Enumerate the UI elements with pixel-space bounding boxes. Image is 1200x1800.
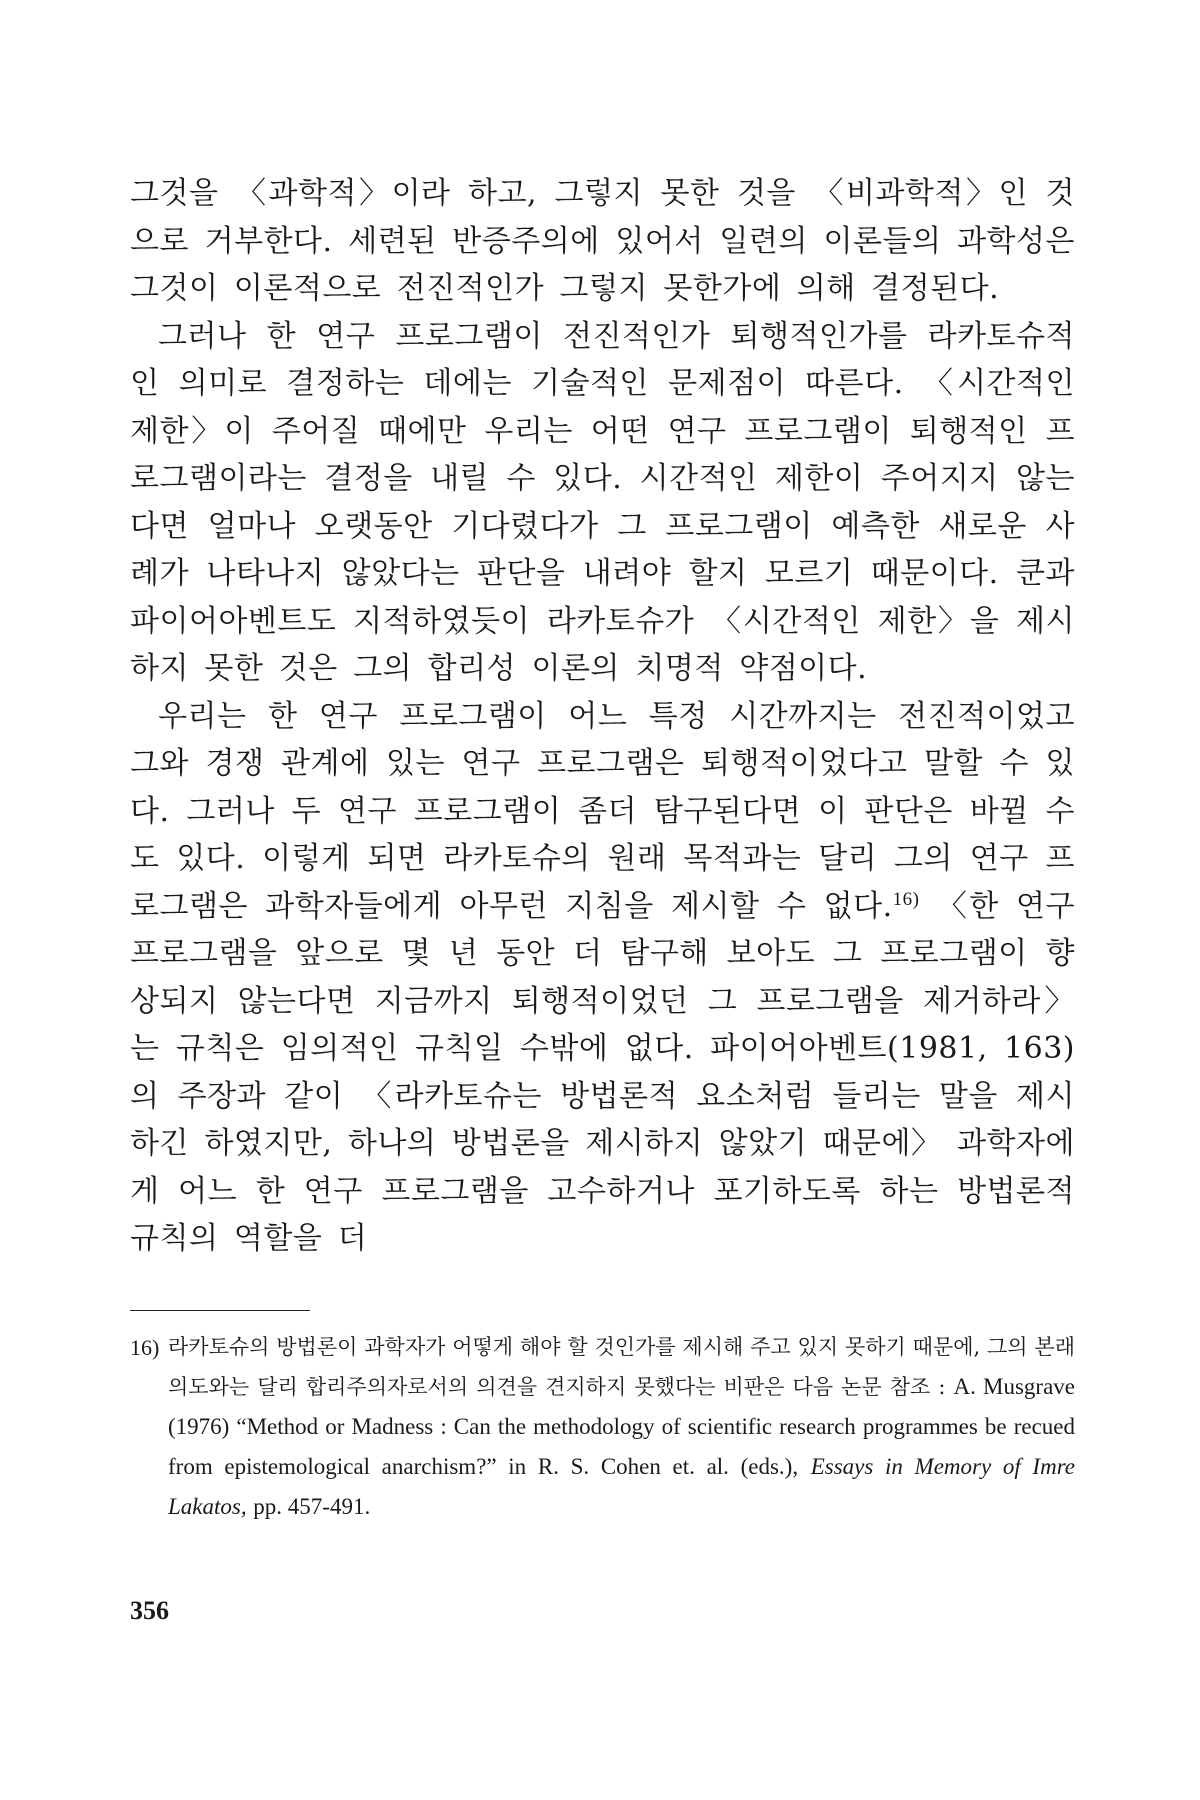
paragraph-1: 그것을 〈과학적〉이라 하고, 그렇지 못한 것을 〈비과학적〉인 것으로 거부한다. 세련된 반증주의에 있어서 일련의 이론들의 과학성은 그것이 이론적으로 전진적인가 그렇지 못한가에 의해 결정된다.: [130, 176, 1075, 306]
page-content: [130, 170, 1075, 1263]
page-number: 356: [130, 1596, 169, 1625]
footnote-number: 16): [130, 1335, 160, 1360]
footnote-citation: A. Musgrave (1976) “Method or Madness : Can the methodology of scientific research programmes be recued from epistemological anarchism?” in R. S. Cohen et. al. (eds.),: [168, 1374, 1075, 1479]
paragraph-3-continuation: 〈한 연구 프로그램을 앞으로 몇 년 동안 더 탐구해 보아도 그 프로그램이 향상되지 않는다면 지금까지 퇴행적이었던 그 프로그램을 제거하라〉는 규칙은 임의적인 규칙일 수밖에 없다. 파이어아벤트(1981, 163)의 주장과 같이 〈라카토슈는 방법론적 요소처럼 들리는 말을 제시하긴 하였지만, 하나의 방법론을 제시하지 않았기 때문에〉 과학자에게 어느 한 연구 프로그램을 고수하거나 포기하도록 하는 방법론적 규칙의 역할을 더: [130, 888, 1075, 1256]
paragraph-3-text: 우리는 한 연구 프로그램이 어느 특정 시간까지는 전진적이었고 그와 경쟁 관계에 있는 연구 프로그램은 퇴행적이었다고 말할 수 있다. 그러나 두 연구 프로그램이 좀더 탐구된다면 이 판단은 바뀔 수도 있다. 이렇게 되면 라카토슈의 원래 목적과는 달리 그의 연구 프로그램은 과학자들에게 아무런 지침을 제시할 수 없다.: [130, 698, 1075, 924]
footnote-pages: pp. 457-491.: [253, 1494, 371, 1519]
body-text: [130, 170, 1075, 1263]
footnote-book-title: Essays in Memory of Imre Lakatos,: [168, 1454, 1076, 1519]
footnote-divider: [130, 1310, 310, 1311]
footnote: [130, 1328, 1075, 1527]
paragraph-3: [130, 693, 1075, 1263]
paragraph-2: 그러나 한 연구 프로그램이 전진적인가 퇴행적인가를 라카토슈적인 의미로 결정하는 데에는 기술적인 문제점이 따른다. 〈시간적인 제한〉이 주어질 때에만 우리는 어떤 연구 프로그램이 퇴행적인 프로그램이라는 결정을 내릴 수 있다. 시간적인 제한이 주어지지 않는다면 얼마나 오랫동안 기다렸다가 그 프로그램이 예측한 새로운 사례가 나타나지 않았다는 판단을 내려야 할지 모르기 때문이다. 쿤과 파이어아벤트도 지적하였듯이 라카토슈가 〈시간적인 제한〉을 제시하지 못한 것은 그의 합리성 이론의 치명적 약점이다.: [130, 318, 1075, 686]
footnote-reference[interactable]: 16): [892, 888, 920, 910]
footnote-body: [168, 1328, 1075, 1527]
footnote-text: 라카토슈의 방법론이 과학자가 어떻게 해야 할 것인가를 제시해 주고 있지 못하기 때문에, 그의 본래 의도와는 달리 합리주의자로서의 의견을 견지하지 못했다는 비판은 다음 논문 참조 :: [168, 1335, 1075, 1399]
